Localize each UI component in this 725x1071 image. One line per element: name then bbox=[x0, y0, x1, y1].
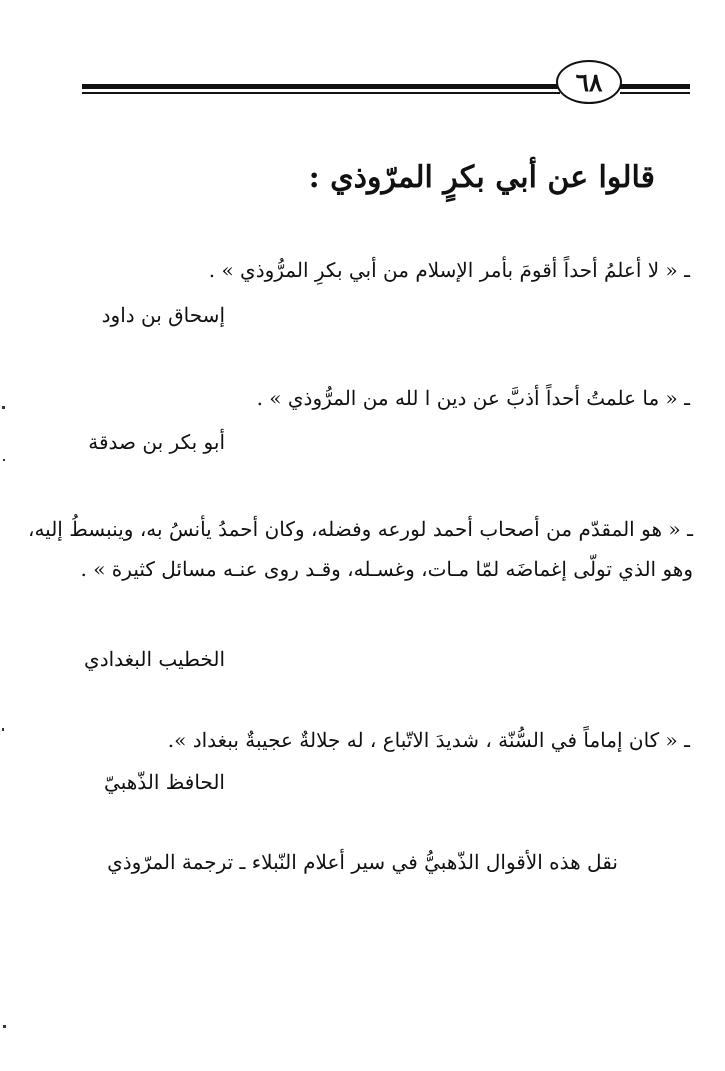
quote-4-text: ـ « كان إماماً في السُّنّة ، شديدَ الاتّباع ، له جلالةٌ عجيبةٌ ببغداد ». bbox=[167, 728, 690, 752]
quote-1-text: ـ « لا أعلمُ أحداً أقومَ بأمر الإسلام من أبي بكرِ المرُّوذي » . bbox=[208, 258, 690, 282]
quote-3-text: ـ « هو المقدّم من أصحاب أحمد لورعه وفضله، وكان أحمدُ يأنسُ به، وينبسطُ إليه، وهو الذي تولّى إغماضَه لمّا مـات، وغسـله، وقـد روى عنـه مسائل كثيرة » . bbox=[28, 517, 693, 581]
quote-4-author: الحافظ الذّهبيّ bbox=[104, 770, 225, 794]
page-number: ٦٨ bbox=[556, 60, 622, 104]
quote-1-author: إسحاق بن داود bbox=[101, 303, 225, 327]
margin-speck bbox=[3, 459, 5, 461]
quote-2-text: ـ « ما علمتُ أحداً أذبَّ عن دين ا لله من المرُّوذي » . bbox=[256, 386, 690, 410]
header-rule-right bbox=[620, 84, 690, 89]
margin-speck bbox=[2, 728, 4, 731]
header-rule-left-thin bbox=[82, 92, 560, 94]
header-rule-left bbox=[82, 84, 560, 89]
header-rule-right-thin bbox=[620, 92, 690, 94]
quote-3-author: الخطيب البغدادي bbox=[84, 647, 225, 671]
page-title: قالوا عن أبي بكرٍ المرّوذي : bbox=[308, 160, 655, 195]
margin-speck bbox=[2, 406, 5, 409]
source-note: نقل هذه الأقوال الذّهبيُّ في سير أعلام النّبلاء ـ ترجمة المرّوذي bbox=[107, 850, 618, 874]
quote-2-author: أبو بكر بن صدقة bbox=[88, 430, 225, 454]
margin-speck bbox=[3, 1025, 6, 1028]
